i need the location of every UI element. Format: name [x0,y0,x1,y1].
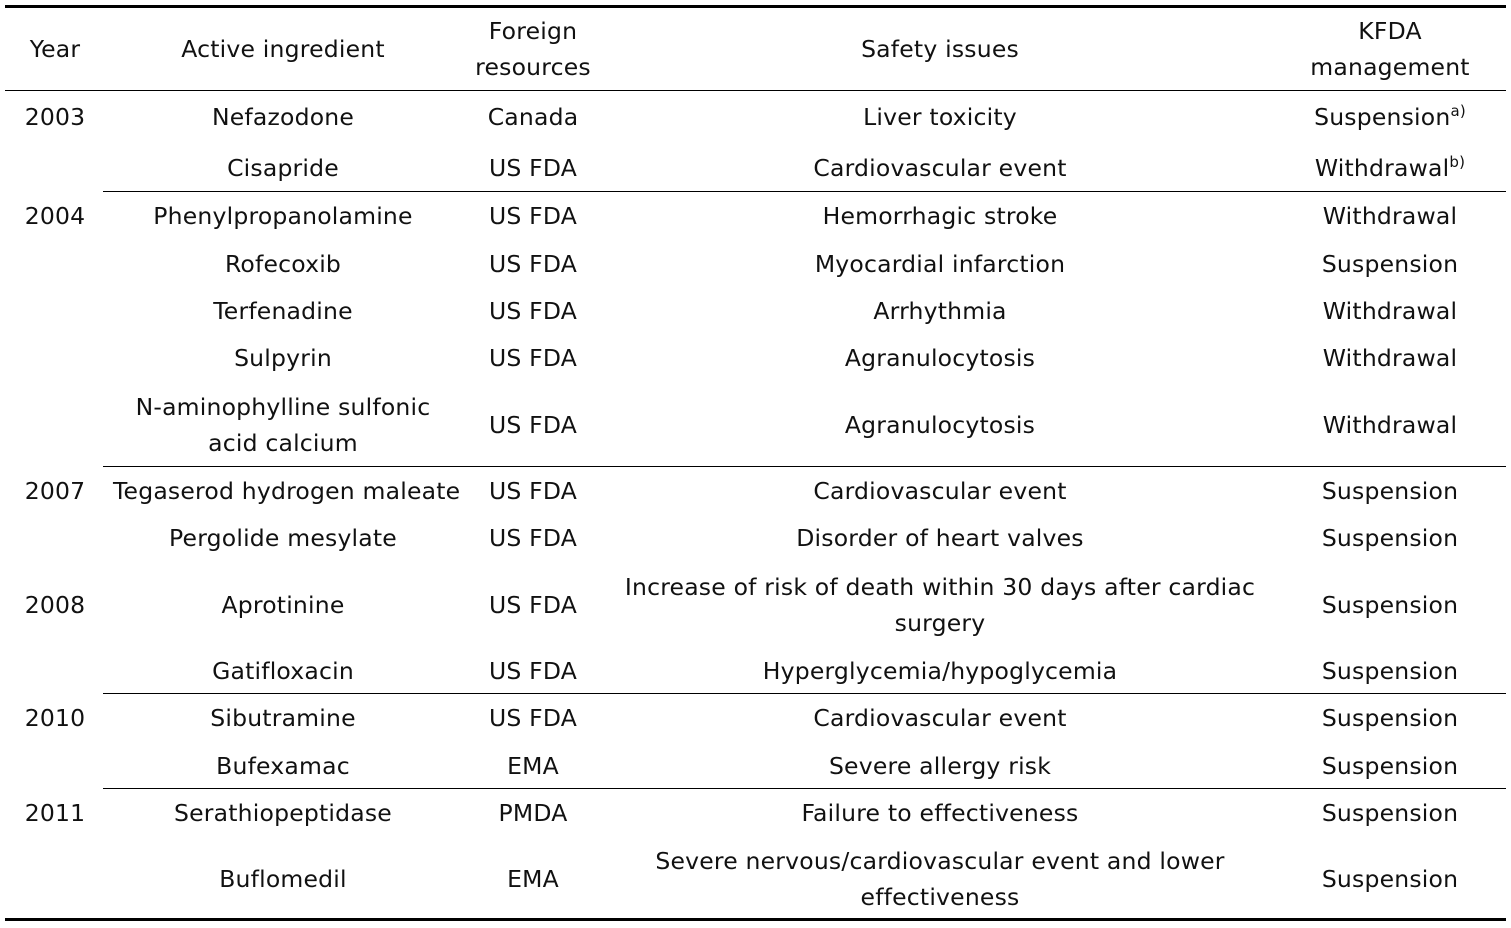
management-cell [1275,198,1505,234]
safety-issue-cell-line [600,569,1280,605]
foreign-resource-cell [453,653,613,689]
management-cell-text: Suspension [1321,524,1459,552]
safety-issue-cell-line [600,99,1280,135]
header-ingredient-text: Active ingredient [181,35,385,63]
safety-issue-cell-line [600,246,1280,282]
management-cell [1275,587,1505,623]
management-cell [1275,473,1505,509]
table-rule [5,90,1506,91]
safety-issue-cell [600,520,1280,556]
management-cell [1275,407,1505,443]
safety-issue-cell-text: Failure to effectiveness [801,799,1079,827]
safety-issue-cell [600,246,1280,282]
table-rule [103,693,1506,694]
ingredient-cell-line [113,795,453,831]
safety-issue-cell-text: Arrhythmia [873,297,1007,325]
header-ingredient [113,31,453,67]
foreign-resource-cell-text: US FDA [488,154,578,182]
management-cell-text: Suspension [1321,657,1459,685]
safety-issue-cell [600,340,1280,376]
foreign-resource-cell-text: US FDA [488,657,578,685]
management-cell-text: Suspension [1321,477,1459,505]
ingredient-cell-line [113,587,453,623]
foreign-resource-cell-line [453,861,613,897]
ingredient-cell-text: Buflomedil [219,865,347,893]
year-cell [0,99,110,135]
management-cell-text: Suspension [1321,704,1459,732]
ingredient-cell [113,653,453,689]
management-cell-text: Suspension [1321,250,1459,278]
foreign-resource-cell-line [453,407,613,443]
foreign-resource-cell [453,99,613,135]
ingredient-cell-line [113,99,453,135]
ingredient-cell-line [113,293,453,329]
safety-issue-cell-line [600,795,1280,831]
management-cell-text: Suspension [1321,752,1459,780]
foreign-resource-cell-text: US FDA [488,591,578,619]
year-cell-line [0,587,110,623]
safety-issue-cell [600,653,1280,689]
safety-issue-cell-text: Severe nervous/cardiovascular event and lower [655,847,1225,875]
header-year-line [0,31,110,67]
safety-issue-cell-line [600,520,1280,556]
foreign-resource-cell-text: EMA [507,865,559,893]
ingredient-cell [113,795,453,831]
management-cell-text: Withdrawal [1314,154,1450,182]
management-cell-line [1275,293,1505,329]
header-safety [600,31,1280,67]
header-foreign-line [453,13,613,49]
safety-issue-cell-text: Cardiovascular event [813,704,1067,732]
safety-issue-cell-line [600,340,1280,376]
ingredient-cell-text: Sulpyrin [234,344,332,372]
header-year [0,31,110,67]
foreign-resource-cell-line [453,99,613,135]
ingredient-cell [113,246,453,282]
management-cell-text: Suspension [1321,865,1459,893]
foreign-resource-cell [453,293,613,329]
year-cell-text: 2007 [24,477,86,505]
management-cell-line [1275,246,1505,282]
foreign-resource-cell-text: PMDA [498,799,568,827]
header-year-text: Year [29,35,81,63]
management-cell [1275,99,1505,135]
ingredient-cell-line [113,246,453,282]
header-foreign-line [453,49,613,85]
year-cell [0,700,110,736]
year-cell [0,587,110,623]
ingredient-cell-text: Bufexamac [216,752,350,780]
foreign-resource-cell-line [453,587,613,623]
foreign-resource-cell-line [453,293,613,329]
ingredient-cell-text: Nefazodone [211,103,355,131]
footnote-marker: a) [1450,102,1466,120]
ingredient-cell-text: Sibutramine [210,704,356,732]
ingredient-cell-text: Rofecoxib [224,250,342,278]
header-foreign-text: resources [475,53,591,81]
management-cell-text: Withdrawal [1322,202,1458,230]
foreign-resource-cell-text: US FDA [488,250,578,278]
year-cell-text: 2003 [24,103,86,131]
ingredient-cell [113,150,453,186]
year-cell [0,473,110,509]
ingredient-cell-line [113,653,453,689]
safety-issue-cell-line [600,150,1280,186]
ingredient-cell-text: Aprotinine [221,591,345,619]
management-cell-line [1275,795,1505,831]
safety-issue-cell-line [600,700,1280,736]
header-safety-line [600,31,1280,67]
safety-issue-cell-text: Agranulocytosis [844,411,1036,439]
safety-issue-cell-line [600,843,1280,879]
safety-issue-cell [600,150,1280,186]
foreign-resource-cell-line [453,700,613,736]
safety-issue-cell-text: Myocardial infarction [814,250,1066,278]
foreign-resource-cell [453,407,613,443]
ingredient-cell-line [113,150,453,186]
safety-issue-cell-line [600,293,1280,329]
management-cell-line [1275,700,1505,736]
foreign-resource-cell [453,861,613,897]
management-cell [1275,653,1505,689]
management-cell [1275,795,1505,831]
ingredient-cell-text: acid calcium [208,429,358,457]
ingredient-cell-line [113,425,453,461]
management-cell-text: Withdrawal [1322,344,1458,372]
safety-issue-cell-text: Severe allergy risk [828,752,1052,780]
foreign-resource-cell-text: US FDA [488,411,578,439]
year-cell-text: 2010 [24,704,86,732]
ingredient-cell [113,520,453,556]
ingredient-cell-text: Pergolide mesylate [169,524,397,552]
management-cell-line [1275,653,1505,689]
ingredient-cell-line [113,340,453,376]
safety-issue-cell-text: Hyperglycemia/hypoglycemia [762,657,1118,685]
ingredient-cell-line [113,198,453,234]
management-cell-line [1275,861,1505,897]
management-cell-line [1275,587,1505,623]
safety-issue-cell-text: effectiveness [860,883,1020,911]
ingredient-cell-text: Gatifloxacin [212,657,354,685]
management-cell-line [1275,407,1505,443]
ingredient-cell [113,293,453,329]
ingredient-cell-text: N-aminophylline sulfonic [135,393,431,421]
foreign-resource-cell [453,795,613,831]
year-cell-line [0,473,110,509]
foreign-resource-cell-line [453,150,613,186]
safety-issue-cell-text: Disorder of heart valves [796,524,1084,552]
ingredient-cell-line [113,473,461,509]
foreign-resource-cell-text: Canada [487,103,579,131]
safety-issue-cell [600,99,1280,135]
ingredient-cell [113,99,453,135]
safety-issue-cell-line [600,748,1280,784]
safety-issue-cell-line [600,198,1280,234]
header-management [1275,13,1505,85]
header-foreign-text: Foreign [488,17,578,45]
ingredient-cell-text: Serathiopeptidase [174,799,392,827]
foreign-resource-cell [453,340,613,376]
safety-issue-cell-text: surgery [894,609,986,637]
foreign-resource-cell-line [453,795,613,831]
ingredient-cell-text: Phenylpropanolamine [153,202,413,230]
ingredient-cell-text: Tegaserod hydrogen maleate [113,477,461,505]
footnote-marker: b) [1449,153,1466,171]
ingredient-cell-text: Terfenadine [213,297,353,325]
ingredient-cell-line [113,520,453,556]
year-cell-line [0,795,110,831]
ingredient-cell [113,748,453,784]
management-cell-text: Suspension [1314,103,1451,131]
management-cell [1275,748,1505,784]
management-cell-line [1275,198,1505,234]
foreign-resource-cell [453,150,613,186]
safety-issue-cell [600,569,1280,641]
safety-issue-cell [600,795,1280,831]
header-management-line [1275,49,1505,85]
safety-issue-cell-text: Increase of risk of death within 30 days after cardiac [624,573,1256,601]
foreign-resource-cell [453,198,613,234]
header-management-text: KFDA [1358,17,1422,45]
safety-issue-cell-line [600,653,1280,689]
management-cell-line [1275,99,1505,135]
ingredient-cell [113,198,453,234]
year-cell-text: 2011 [24,799,86,827]
safety-issue-cell [600,748,1280,784]
management-cell [1275,293,1505,329]
ingredient-cell [113,700,453,736]
safety-issue-cell [600,198,1280,234]
foreign-resource-cell-line [453,653,613,689]
year-cell-text: 2008 [24,591,86,619]
safety-issue-cell-line [600,473,1280,509]
foreign-resource-cell [453,520,613,556]
ingredient-cell [113,389,453,461]
management-cell-text: Suspension [1321,799,1459,827]
management-cell [1275,861,1505,897]
foreign-resource-cell [453,473,613,509]
year-cell-text: 2004 [24,202,86,230]
foreign-resource-cell-line [453,520,613,556]
management-cell-line [1275,520,1505,556]
safety-issue-cell [600,843,1280,915]
table-rule [103,788,1506,789]
header-foreign [453,13,613,85]
safety-issue-cell-text: Agranulocytosis [844,344,1036,372]
foreign-resource-cell-line [453,340,613,376]
foreign-resource-cell-text: EMA [507,752,559,780]
foreign-resource-cell-line [453,246,613,282]
management-cell-text: Withdrawal [1322,411,1458,439]
safety-issue-cell [600,700,1280,736]
foreign-resource-cell [453,246,613,282]
header-management-line [1275,13,1505,49]
header-ingredient-line [113,31,453,67]
ingredient-cell [113,861,453,897]
year-cell-line [0,198,110,234]
management-cell [1275,520,1505,556]
ingredient-cell [113,473,461,509]
foreign-resource-cell-text: US FDA [488,344,578,372]
safety-issue-cell-text: Cardiovascular event [813,154,1067,182]
management-cell [1275,700,1505,736]
foreign-resource-cell-text: US FDA [488,477,578,505]
foreign-resource-cell [453,587,613,623]
management-cell [1275,340,1505,376]
ingredient-cell [113,340,453,376]
ingredient-cell-line [113,861,453,897]
safety-issue-cell-line [600,605,1280,641]
safety-issue-cell-text: Cardiovascular event [813,477,1067,505]
year-cell [0,795,110,831]
year-cell-line [0,99,110,135]
ingredient-cell-line [113,748,453,784]
year-cell-line [0,700,110,736]
safety-issue-cell-text: Liver toxicity [863,103,1017,131]
ingredient-cell [113,587,453,623]
foreign-resource-cell [453,748,613,784]
foreign-resource-cell [453,700,613,736]
safety-issue-cell-line [600,879,1280,915]
year-cell [0,198,110,234]
management-cell-line [1275,340,1505,376]
foreign-resource-cell-line [453,473,613,509]
header-safety-text: Safety issues [861,35,1019,63]
management-cell-text: Withdrawal [1322,297,1458,325]
foreign-resource-cell-text: US FDA [488,704,578,732]
header-management-text: management [1310,53,1470,81]
table-rule [5,5,1506,8]
management-cell-line [1275,748,1505,784]
management-cell-line [1275,473,1505,509]
safety-issue-cell-text: Hemorrhagic stroke [822,202,1058,230]
ingredient-cell-line [113,700,453,736]
foreign-resource-cell-text: US FDA [488,524,578,552]
table-rule [103,191,1506,192]
safety-issue-cell [600,293,1280,329]
ingredient-cell-line [113,389,453,425]
foreign-resource-cell-text: US FDA [488,297,578,325]
foreign-resource-cell-line [453,198,613,234]
safety-issue-cell [600,473,1280,509]
table-rule [5,918,1506,921]
management-cell-line [1275,150,1505,186]
table-rule [103,466,1506,467]
safety-issue-cell [600,407,1280,443]
management-cell [1275,246,1505,282]
ingredient-cell-text: Cisapride [227,154,339,182]
management-cell-text: Suspension [1321,591,1459,619]
foreign-resource-cell-line [453,748,613,784]
foreign-resource-cell-text: US FDA [488,202,578,230]
safety-issue-cell-line [600,407,1280,443]
management-cell [1275,150,1505,186]
